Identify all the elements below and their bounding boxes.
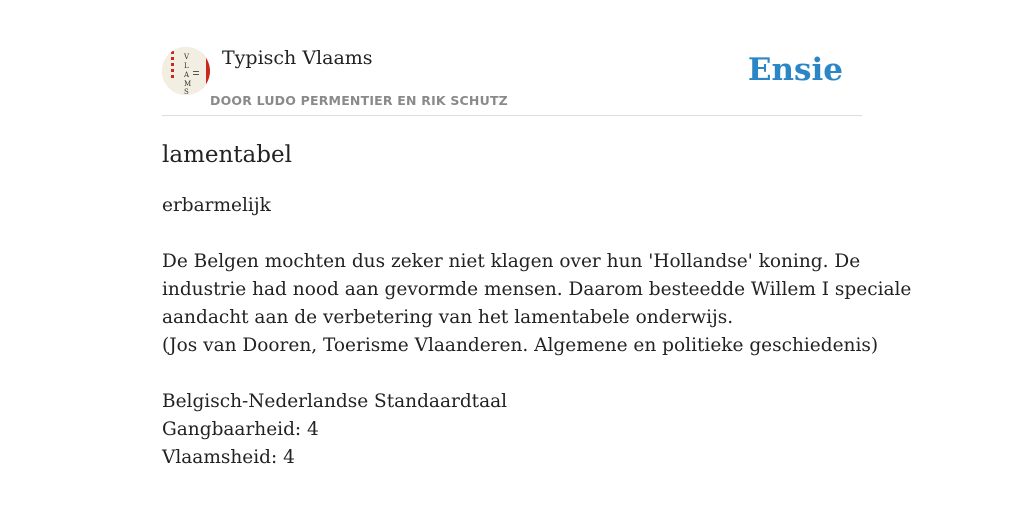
example-line: industrie had nood aan gevormde mensen. Daarom besteedde Willem I speciale [162, 279, 912, 300]
svg-text:V: V [184, 53, 190, 61]
entry-definition: erbarmelijk [162, 195, 271, 216]
ensie-logo-link[interactable]: Ensie [747, 52, 843, 88]
svg-text:L: L [184, 62, 189, 70]
example-source: (Jos van Dooren, Toerisme Vlaanderen. Algemene en politieke geschiedenis) [162, 335, 879, 356]
language-variant: Belgisch-Nederlandse Standaardtaal [162, 391, 508, 412]
svg-text:A: A [184, 71, 190, 79]
spacer [162, 360, 862, 388]
vlaamsheid-score: Vlaamsheid: 4 [162, 447, 295, 468]
header [162, 0, 862, 116]
entry-body [162, 192, 912, 472]
svg-text:S: S [184, 88, 189, 95]
example-line: aandacht aan de verbetering van het lamentabele onderwijs. [162, 307, 734, 328]
book-cover-logo-icon[interactable] [162, 47, 210, 95]
example-line: De Belgen mochten dus zeker niet klagen over hun 'Hollandse' koning. De [162, 251, 861, 272]
gangbaarheid-score: Gangbaarheid: 4 [162, 419, 319, 440]
spacer [162, 220, 862, 248]
dictionary-title-link[interactable]: Typisch Vlaams [222, 47, 373, 69]
svg-text:M: M [184, 80, 192, 88]
page-content [162, 0, 912, 468]
entry-term: lamentabel [162, 142, 292, 168]
byline: DOOR LUDO PERMENTIER EN RIK SCHUTZ [210, 93, 508, 108]
